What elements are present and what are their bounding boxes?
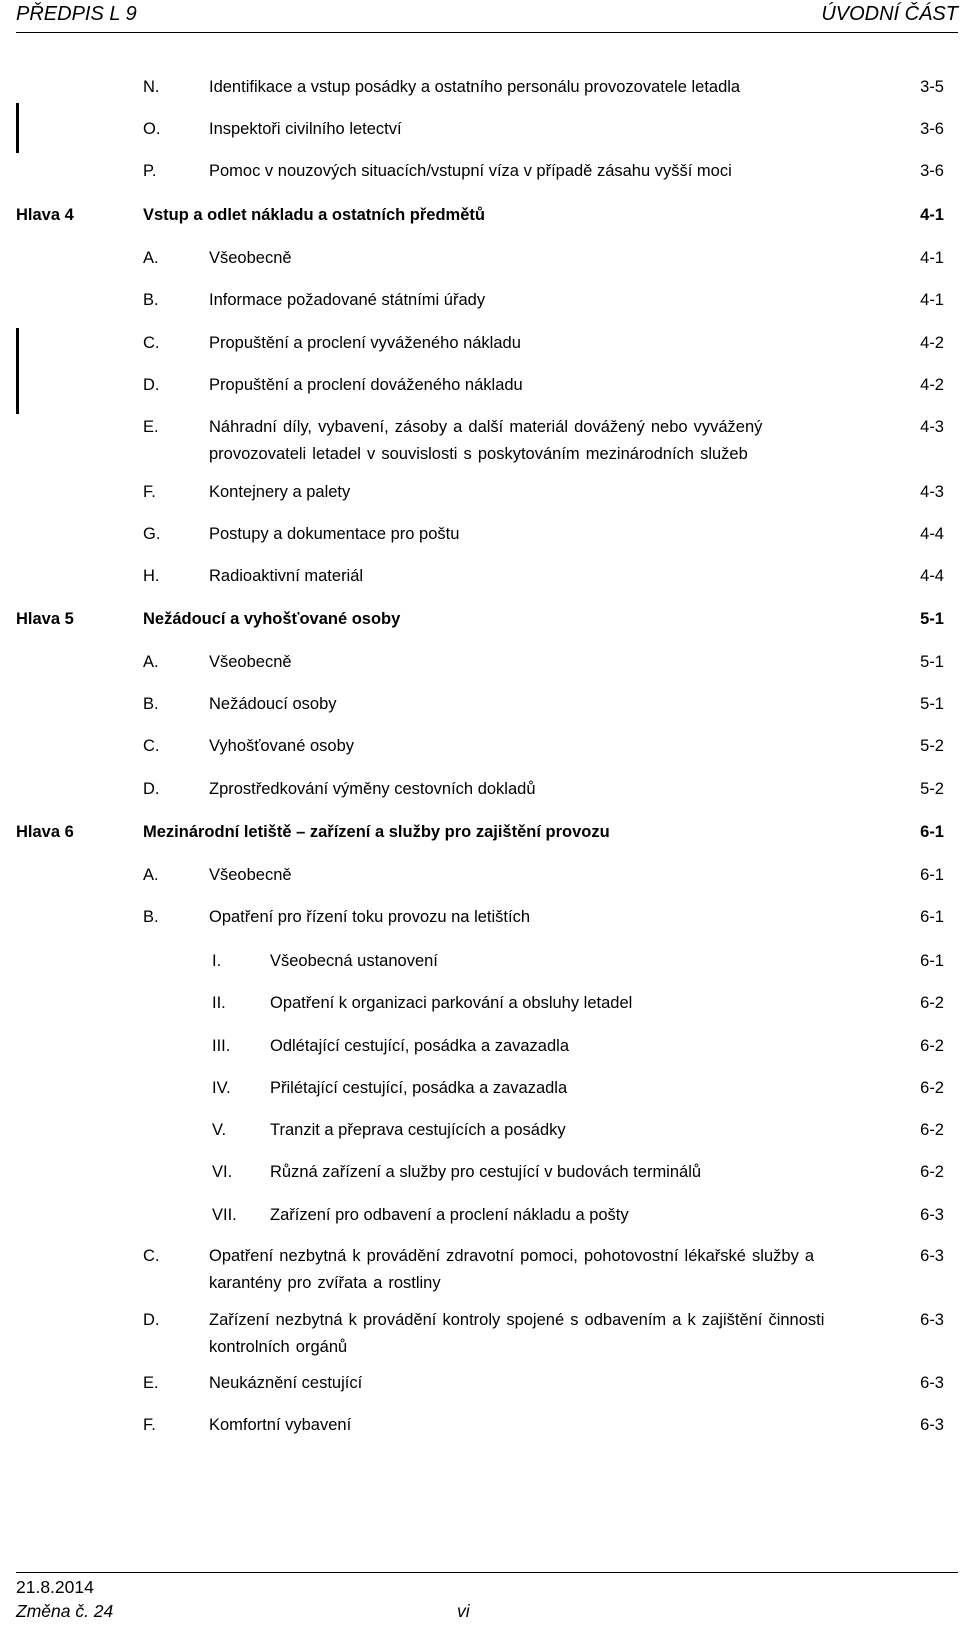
entry-page: 3-6	[920, 120, 944, 138]
entry-page: 4-1	[920, 249, 944, 267]
entry-title: Propuštění a proclení dováženého nákladu	[209, 376, 523, 394]
entry-title: Zprostředkování výměny cestovních dokladů	[209, 780, 536, 798]
entry-page: 4-2	[920, 334, 944, 352]
entry-page: 6-3	[920, 1247, 944, 1265]
entry-letter: P.	[143, 162, 157, 180]
page-header	[16, 0, 958, 33]
entry-title: Kontejnery a palety	[209, 483, 351, 501]
entry-title: Náhradní díly, vybavení, zásoby a další materiál dovážený nebo vyvážený provozovateli letadel v souvislosti s poskytováním mezinárodních služeb	[209, 418, 763, 463]
subentry-page: 6-1	[920, 952, 944, 970]
entry-letter: A.	[143, 249, 159, 267]
subentry-title: Opatření k organizaci parkování a obsluhy letadel	[270, 994, 633, 1012]
entry-letter: O.	[143, 120, 161, 138]
chapter-title: Vstup a odlet nákladu a ostatních předmětů	[143, 206, 485, 224]
subentry-title: Zařízení pro odbavení a proclení nákladu a pošty	[270, 1206, 629, 1224]
entry-page: 6-1	[920, 908, 944, 926]
entry-page: 3-6	[920, 162, 944, 180]
chapter-page: 4-1	[920, 206, 944, 224]
subentry-numeral: VII.	[212, 1206, 237, 1224]
entry-title: Opatření nezbytná k provádění zdravotní pomoci, pohotovostní lékařské služby a karantény pro zvířata a rostliny	[209, 1247, 815, 1292]
entry-title: Všeobecně	[209, 866, 292, 884]
subentry-numeral: VI.	[212, 1163, 233, 1181]
page-footer	[16, 1572, 958, 1630]
entry-title: Informace požadované státními úřady	[209, 291, 486, 309]
footer-date: 21.8.2014	[16, 1577, 94, 1597]
subentry-title: Odlétající cestující, posádka a zavazadla	[270, 1037, 569, 1055]
entry-title: Identifikace a vstup posádky a ostatního personálu provozovatele letadla	[209, 78, 741, 96]
entry-page: 6-3	[920, 1416, 944, 1434]
entry-letter: B.	[143, 908, 159, 926]
subentry-numeral: III.	[212, 1037, 231, 1055]
entry-letter: C.	[143, 334, 160, 352]
entry-page: 5-2	[920, 780, 944, 798]
entry-letter: D.	[143, 376, 160, 394]
subentry-page: 6-2	[920, 994, 944, 1012]
entry-page: 4-1	[920, 291, 944, 309]
entry-letter: C.	[143, 1247, 160, 1265]
entry-letter: N.	[143, 78, 160, 96]
entry-title: Všeobecně	[209, 653, 292, 671]
entry-title: Propuštění a proclení vyváženého nákladu	[209, 334, 521, 352]
chapter-label: Hlava 4	[16, 206, 74, 224]
subentry-page: 6-2	[920, 1037, 944, 1055]
entry-letter: E.	[143, 1374, 159, 1392]
subentry-numeral: II.	[212, 994, 226, 1012]
revision-bar	[16, 328, 19, 414]
entry-page: 5-1	[920, 695, 944, 713]
subentry-page: 6-2	[920, 1163, 944, 1181]
subentry-title: Různá zařízení a služby pro cestující v budovách terminálů	[270, 1163, 702, 1181]
entry-title: Pomoc v nouzových situacích/vstupní víza v případě zásahu vyšší moci	[209, 162, 732, 180]
chapter-page: 6-1	[920, 823, 944, 841]
subentry-title: Všeobecná ustanovení	[270, 952, 438, 970]
entry-letter: F.	[143, 483, 156, 501]
entry-letter: B.	[143, 291, 159, 309]
entry-letter: D.	[143, 780, 160, 798]
entry-title: Všeobecně	[209, 249, 292, 267]
entry-title: Postupy a dokumentace pro poštu	[209, 525, 460, 543]
entry-letter: G.	[143, 525, 161, 543]
chapter-page: 5-1	[920, 610, 944, 628]
entry-page: 5-1	[920, 653, 944, 671]
entry-page: 4-2	[920, 376, 944, 394]
footer-page-number: vi	[457, 1601, 470, 1621]
entry-page: 4-3	[920, 418, 944, 436]
entry-letter: E.	[143, 418, 159, 436]
chapter-title: Nežádoucí a vyhošťované osoby	[143, 610, 401, 628]
footer-change-number: Změna č. 24	[16, 1601, 114, 1621]
revision-bar	[16, 103, 19, 153]
entry-letter: B.	[143, 695, 159, 713]
subentry-numeral: IV.	[212, 1079, 231, 1097]
entry-page: 5-2	[920, 737, 944, 755]
entry-title: Neukáznění cestující	[209, 1374, 363, 1392]
entry-page: 6-3	[920, 1311, 944, 1329]
entry-letter: A.	[143, 653, 159, 671]
entry-title: Zařízení nezbytná k provádění kontroly spojené s odbavením a k zajištění činnosti kontrolních orgánů	[209, 1311, 825, 1356]
entry-page: 3-5	[920, 78, 944, 96]
entry-title: Radioaktivní materiál	[209, 567, 364, 585]
entry-page: 4-4	[920, 525, 944, 543]
chapter-label: Hlava 6	[16, 823, 74, 841]
subentry-title: Tranzit a přeprava cestujících a posádky	[270, 1121, 566, 1139]
subentry-numeral: V.	[212, 1121, 227, 1139]
entry-letter: D.	[143, 1311, 160, 1329]
entry-title: Vyhošťované osoby	[209, 737, 355, 755]
entry-title: Opatření pro řízení toku provozu na letištích	[209, 908, 531, 926]
subentry-page: 6-3	[920, 1206, 944, 1224]
section-title: ÚVODNÍ ČÁST	[821, 3, 958, 25]
entry-letter: A.	[143, 866, 159, 884]
entry-page: 6-3	[920, 1374, 944, 1392]
entry-title: Nežádoucí osoby	[209, 695, 337, 713]
entry-letter: H.	[143, 567, 160, 585]
document-title: PŘEDPIS L 9	[16, 3, 137, 25]
subentry-page: 6-2	[920, 1079, 944, 1097]
chapter-title: Mezinárodní letiště – zařízení a služby pro zajištění provozu	[143, 823, 610, 841]
entry-page: 6-1	[920, 866, 944, 884]
entry-page: 4-3	[920, 483, 944, 501]
entry-title: Inspektoři civilního letectví	[209, 120, 402, 138]
entry-page: 4-4	[920, 567, 944, 585]
subentry-title: Přilétající cestující, posádka a zavazadla	[270, 1079, 568, 1097]
entry-letter: F.	[143, 1416, 156, 1434]
subentry-page: 6-2	[920, 1121, 944, 1139]
subentry-numeral: I.	[212, 952, 222, 970]
chapter-label: Hlava 5	[16, 610, 74, 628]
entry-title: Komfortní vybavení	[209, 1416, 352, 1434]
entry-letter: C.	[143, 737, 160, 755]
